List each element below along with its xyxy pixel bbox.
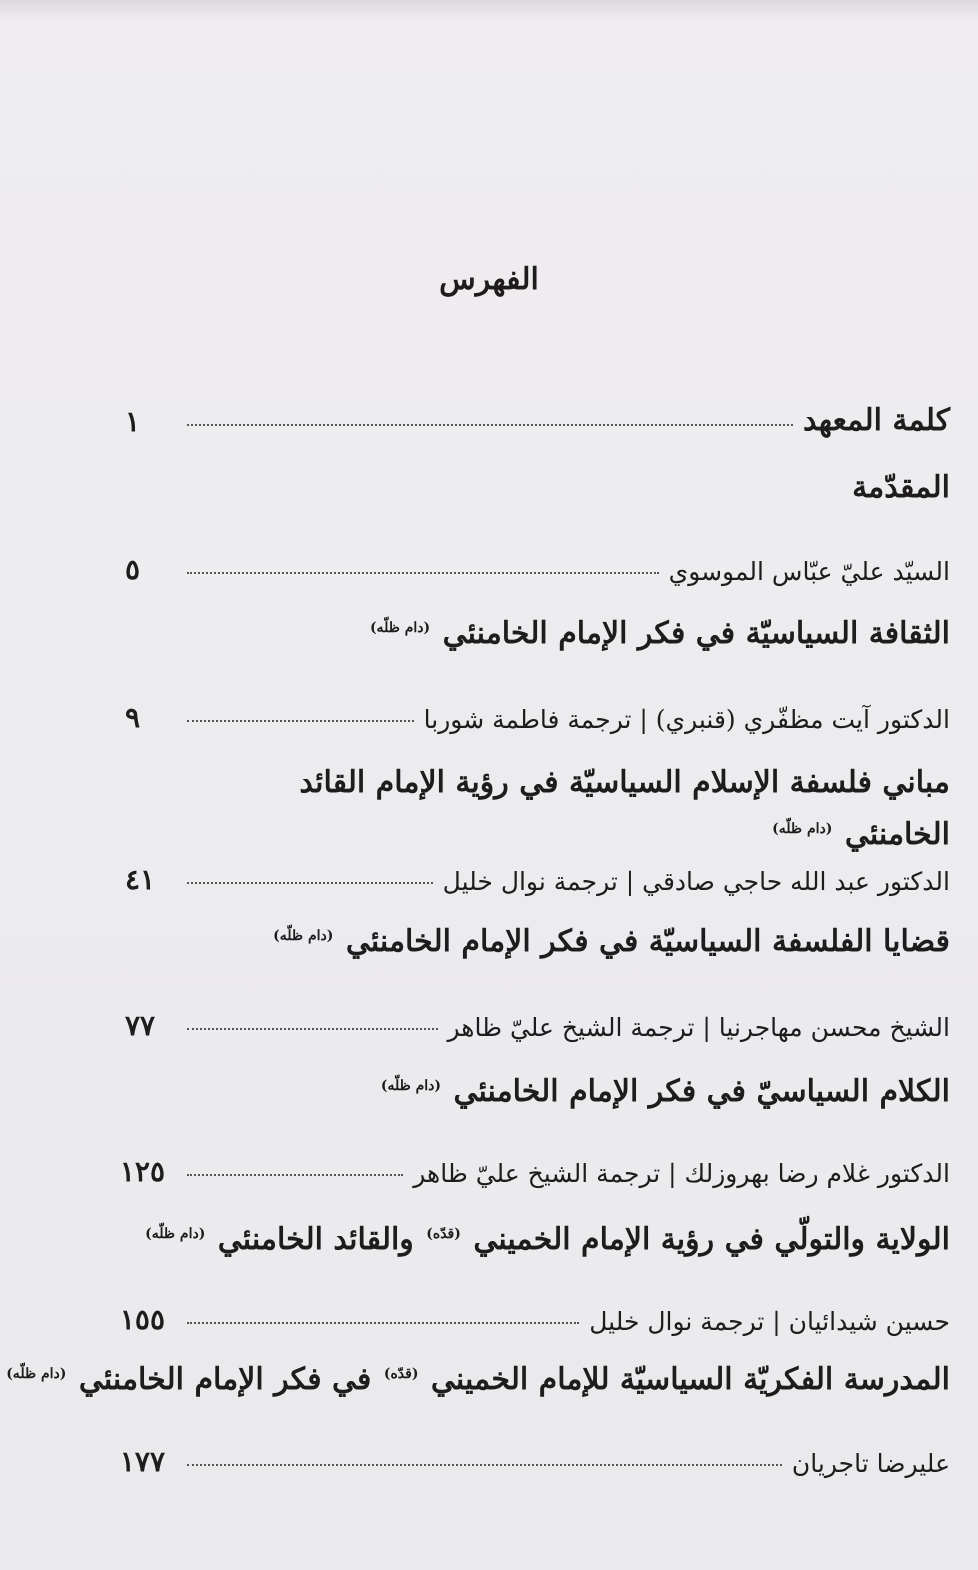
leader-dots <box>187 1174 403 1176</box>
honorific-superscript: (دام ظلّه) <box>273 928 334 944</box>
toc-section-heading <box>120 760 950 858</box>
toc-section-heading <box>120 1222 950 1257</box>
toc-entry-label: كلمة المعهد <box>803 403 950 438</box>
honorific-superscript: (دام ظلّه) <box>380 1078 442 1094</box>
page-number: ٩ <box>125 701 141 734</box>
toc-entry-institute-word[interactable] <box>125 394 950 438</box>
toc-entry[interactable] <box>119 1434 950 1478</box>
leader-dots <box>187 1464 782 1466</box>
section-heading-text-b: والقائد الخامنئي <box>217 1222 414 1257</box>
toc-entry-label: حسين شيدائيان | ترجمة نوال خليل <box>589 1307 950 1336</box>
toc-section-heading <box>120 616 950 651</box>
page-number: ١٢٥ <box>119 1155 165 1188</box>
page-number: ٥ <box>125 553 141 586</box>
leader-dots <box>187 424 793 426</box>
section-heading-line-2: الخامنئي <box>844 817 950 852</box>
honorific-superscript: (قدّه) <box>383 1366 419 1382</box>
section-heading-text: الثقافة السياسيّة في فكر الإمام الخامنئي <box>442 616 950 651</box>
toc-entry-label: الدكتور آيت مظفّري (قنبري) | ترجمة فاطمة شوربا <box>423 705 950 734</box>
honorific-superscript: (دام ظلّه) <box>772 821 833 837</box>
page-number: ١ <box>125 405 141 438</box>
leader-dots <box>187 1028 438 1030</box>
honorific-superscript: (دام ظلّه) <box>369 620 431 636</box>
section-heading-text: قضايا الفلسفة السياسيّة في فكر الإمام الخامنئي <box>345 924 950 959</box>
page-number: ١٥٥ <box>119 1303 165 1336</box>
honorific-superscript: (دام ظلّه) <box>145 1226 206 1242</box>
page-number: ٤١ <box>125 863 156 896</box>
leader-dots <box>187 882 433 884</box>
page-number: ١٧٧ <box>119 1445 165 1478</box>
toc-section-heading <box>120 470 950 505</box>
toc-entry[interactable] <box>119 1144 950 1188</box>
honorific-superscript: (دام ظلّه) <box>6 1366 67 1382</box>
section-heading-text-a: المدرسة الفكريّة السياسيّة للإمام الخميني <box>430 1362 950 1397</box>
toc-section-heading <box>120 1074 950 1109</box>
toc-entry-label: الدكتور غلام رضا بهروزلك | ترجمة الشيخ عليّ ظاهر <box>413 1159 950 1188</box>
leader-dots <box>187 1322 579 1324</box>
toc-entry[interactable] <box>119 1292 950 1336</box>
toc-section-heading <box>120 924 950 959</box>
leader-dots <box>187 572 659 574</box>
toc-entry-label: السيّد عليّ عبّاس الموسوي <box>668 557 950 586</box>
section-heading-text-b: في فكر الإمام الخامنئي <box>78 1362 372 1397</box>
toc-entry-label: عليرضا تاجريان <box>791 1449 950 1478</box>
leader-dots <box>187 720 414 722</box>
section-heading-text-a: الولاية والتولّي في رؤية الإمام الخميني <box>473 1222 950 1257</box>
page-number: ٧٧ <box>125 1009 156 1042</box>
toc-entry[interactable] <box>125 542 950 586</box>
toc-entry[interactable] <box>125 852 950 896</box>
section-heading-text: المقدّمة <box>852 470 950 505</box>
toc-entry-label: الشيخ محسن مهاجرنيا | ترجمة الشيخ عليّ ظاهر <box>447 1013 950 1042</box>
section-heading-text: الكلام السياسيّ في فكر الإمام الخامنئي <box>453 1074 950 1109</box>
page-title: الفهرس <box>439 262 539 297</box>
honorific-superscript: (قدّه) <box>426 1226 461 1242</box>
toc-entry-label: الدكتور عبد الله حاجي صادقي | ترجمة نوال خليل <box>442 867 950 896</box>
section-heading-line-1: مباني فلسفة الإسلام السياسيّة في رؤية الإمام القائد <box>299 765 950 800</box>
toc-entry[interactable] <box>125 998 950 1042</box>
toc-section-heading <box>6 1362 950 1397</box>
toc-entry[interactable] <box>125 690 950 734</box>
